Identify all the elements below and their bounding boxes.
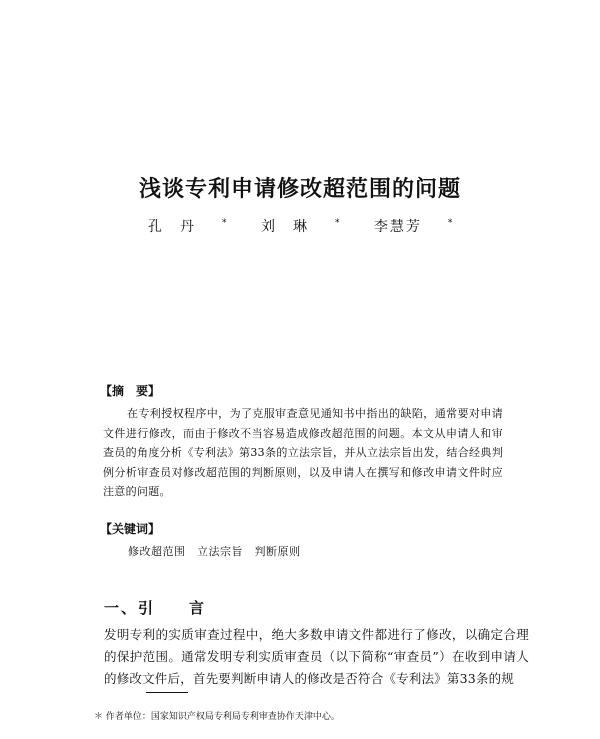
footnote-divider xyxy=(146,692,188,693)
section-heading: 一、引 言 xyxy=(104,599,207,617)
keywords-text: 修改超范围 立法宗旨 判断原则 xyxy=(128,545,301,558)
author: 孔 丹 * xyxy=(148,218,229,235)
paper-title: 浅谈专利申请修改超范围的问题 xyxy=(138,177,461,202)
author: 李慧芳 * xyxy=(373,218,455,235)
abstract-label: 【摘 要】 xyxy=(100,384,161,398)
footnote: ＊ 作者单位：国家知识产权局专利局专利审查协作天津中心。 xyxy=(94,712,340,722)
section-body: 发明专利的实质审查过程中，绝大多数申请文件都进行了修改，以确定合理的保护范围。通常发明专利实质审查员（以下简称“审查员”）在收到申请人的修改文件后，首先要判断申请人的修改是否符合《专利法》第33条的规 xyxy=(104,627,529,686)
author: 刘 琳 * xyxy=(260,218,342,235)
keywords-label: 【关键词】 xyxy=(100,522,161,536)
author-list xyxy=(148,216,480,236)
abstract-text: 在专利授权程序中，为了克服审查意见通知书中指出的缺陷，通常要对申请文件进行修改，而由于修改不当容易造成修改超范围的问题。本文从申请人和审查员的角度分析《专利法》第33条的立法宗旨，并从立法宗旨出发，结合经典判例分析审查员对修改超范围的判断原则，以及申请人在撰写和修改申请文件时应注意的问题。 xyxy=(103,407,503,498)
